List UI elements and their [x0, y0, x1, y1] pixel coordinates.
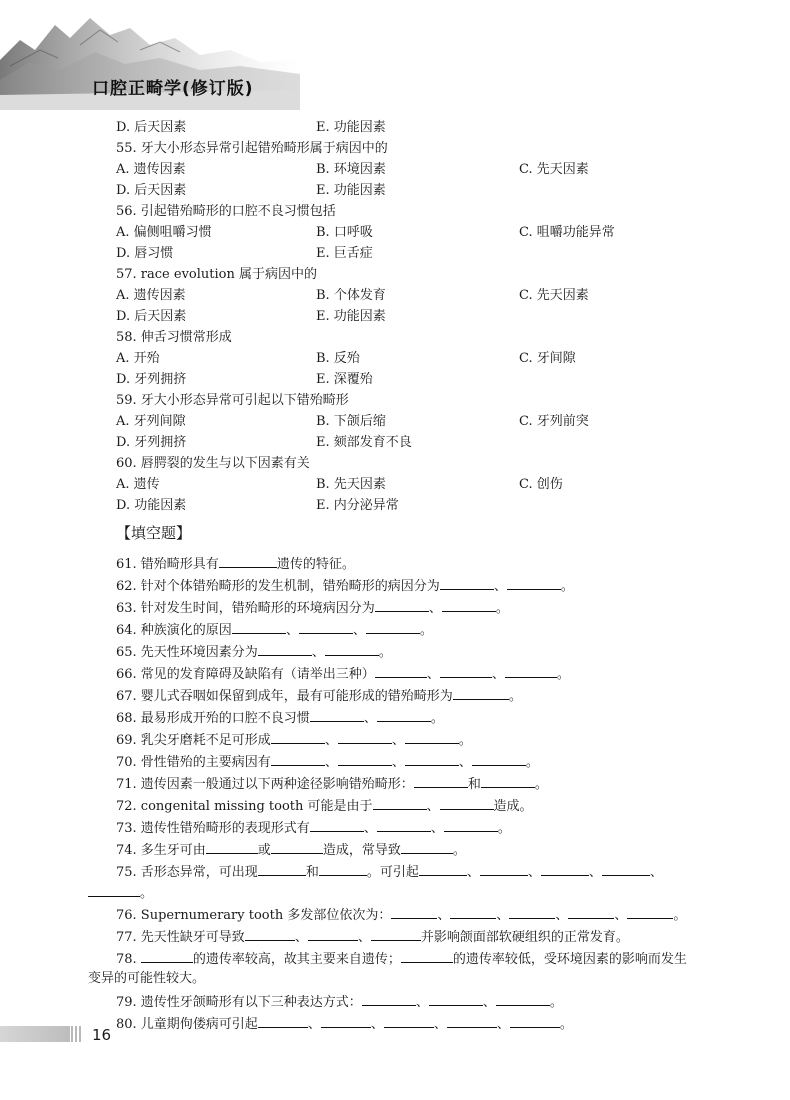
- text-segment: 。: [673, 908, 687, 923]
- text-segment: 。: [378, 645, 392, 660]
- question-stem: 57. race evolution 属于病因中的: [116, 267, 317, 282]
- text-segment: 80. 儿童期佝偻病可引起: [116, 1017, 258, 1032]
- option-c: C. 牙间隙: [519, 351, 576, 366]
- option-d: D. 功能因素: [116, 498, 187, 513]
- text-segment: 。: [559, 1017, 573, 1032]
- text-segment: 、: [588, 865, 602, 880]
- fill-question-77: [116, 928, 629, 946]
- text-segment: 79. 遗传性牙颌畸形有以下三种表达方式：: [116, 995, 362, 1010]
- answer-blank[interactable]: [271, 731, 325, 744]
- option-c: C. 先天因素: [519, 162, 589, 177]
- footer-stripes-icon: [70, 1024, 84, 1044]
- answer-blank[interactable]: [384, 1015, 434, 1028]
- answer-blank[interactable]: [310, 709, 364, 722]
- text-segment: 、: [428, 601, 442, 616]
- answer-blank[interactable]: [373, 797, 427, 810]
- answer-blank[interactable]: [453, 687, 509, 700]
- text-segment: 、: [527, 865, 541, 880]
- text-segment: 67. 婴儿式吞咽如保留到成年，最有可能形成的错殆畸形为: [116, 689, 453, 704]
- answer-blank[interactable]: [440, 577, 494, 590]
- text-segment: 、: [437, 908, 451, 923]
- text-segment: 、: [307, 1017, 321, 1032]
- answer-blank[interactable]: [206, 841, 258, 854]
- text-segment: 72. congenital missing tooth 可能是由于: [116, 799, 373, 814]
- option-b: B. 下颌后缩: [316, 414, 386, 429]
- answer-blank[interactable]: [321, 1015, 371, 1028]
- text-segment: 、: [415, 995, 429, 1010]
- answer-blank[interactable]: [375, 599, 429, 612]
- question-stem: 56. 引起错殆畸形的口腔不良习惯包括: [116, 204, 336, 219]
- section-title: 【填空题】: [116, 524, 192, 542]
- text-segment: 、: [482, 995, 496, 1010]
- text-segment: 、: [649, 865, 663, 880]
- option-a: A. 遗传因素: [116, 288, 186, 303]
- answer-blank[interactable]: [245, 928, 295, 941]
- fill-question-62: [116, 577, 574, 595]
- answer-blank[interactable]: [627, 906, 673, 919]
- fill-question-75: [116, 863, 663, 881]
- option-c: C. 先天因素: [519, 288, 589, 303]
- text-segment: 、: [466, 865, 480, 880]
- answer-blank[interactable]: [568, 906, 614, 919]
- answer-blank[interactable]: [232, 621, 286, 634]
- text-segment: 、: [426, 799, 440, 814]
- text-segment: 77. 先天性缺牙可导致: [116, 930, 245, 945]
- text-segment: 、: [491, 667, 505, 682]
- text-segment: 、: [391, 755, 405, 770]
- option-a: A. 牙列间隙: [116, 414, 186, 429]
- text-segment: 、: [357, 930, 371, 945]
- text-segment: 。: [140, 886, 154, 901]
- fill-question-78-continued: [88, 971, 205, 987]
- option-e: E. 颏部发育不良: [316, 435, 412, 450]
- question-stem: 58. 伸舌习惯常形成: [116, 330, 232, 345]
- answer-blank[interactable]: [338, 753, 392, 766]
- text-segment: 69. 乳尖牙磨耗不足可形成: [116, 733, 271, 748]
- answer-blank[interactable]: [505, 665, 557, 678]
- answer-blank[interactable]: [444, 819, 498, 832]
- text-segment: 、: [311, 645, 325, 660]
- option-b: B. 反殆: [316, 351, 360, 366]
- text-segment: 、: [352, 623, 366, 638]
- text-segment: 、: [430, 821, 444, 836]
- text-segment: 、: [496, 908, 510, 923]
- answer-blank[interactable]: [258, 643, 312, 656]
- answer-blank[interactable]: [338, 731, 392, 744]
- option-e: E. 功能因素: [316, 309, 386, 324]
- option-e: E. 功能因素: [316, 183, 386, 198]
- answer-blank[interactable]: [405, 731, 459, 744]
- answer-blank[interactable]: [258, 863, 306, 876]
- text-segment: 65. 先天性环境因素分为: [116, 645, 258, 660]
- fill-question-71: [116, 775, 548, 793]
- answer-blank[interactable]: [271, 753, 325, 766]
- option-c: C. 创伤: [519, 477, 563, 492]
- text-segment: 并影响颌面部软硬组织的正常发育。: [420, 930, 629, 945]
- answer-blank[interactable]: [509, 906, 555, 919]
- text-segment: 和: [305, 865, 319, 880]
- fill-question-74: [116, 841, 466, 859]
- text-segment: 遗传的特征。: [276, 557, 355, 572]
- text-segment: 、: [493, 579, 507, 594]
- option-d: D. 牙列拥挤: [116, 435, 187, 450]
- fill-question-75-continued: [88, 884, 153, 902]
- answer-blank[interactable]: [472, 753, 526, 766]
- text-segment: 、: [363, 821, 377, 836]
- answer-blank[interactable]: [375, 665, 427, 678]
- text-segment: 变异的可能性较大。: [88, 971, 206, 986]
- text-segment: 。: [508, 689, 522, 704]
- answer-blank[interactable]: [325, 643, 379, 656]
- text-segment: 和: [467, 777, 481, 792]
- answer-blank[interactable]: [319, 863, 367, 876]
- text-segment: 、: [458, 755, 472, 770]
- text-segment: 76. Supernumerary tooth 多发部位依次为：: [116, 908, 392, 923]
- text-segment: 。: [419, 623, 433, 638]
- text-segment: 62. 针对个体错殆畸形的发生机制，错殆畸形的病因分为: [116, 579, 440, 594]
- fill-question-79: [116, 993, 563, 1011]
- option-c: C. 咀嚼功能异常: [519, 225, 615, 240]
- text-segment: 、: [370, 1017, 384, 1032]
- answer-blank[interactable]: [401, 841, 453, 854]
- text-segment: 61. 错殆畸形具有: [116, 557, 219, 572]
- answer-blank[interactable]: [219, 555, 277, 568]
- fill-question-67: [116, 687, 522, 705]
- fill-question-61: [116, 555, 355, 573]
- answer-blank[interactable]: [450, 906, 496, 919]
- text-segment: 、: [496, 1017, 510, 1032]
- text-segment: 、: [324, 733, 338, 748]
- text-segment: 74. 多生牙可由: [116, 843, 206, 858]
- footer-bar: [0, 1026, 70, 1042]
- text-segment: 。: [458, 733, 472, 748]
- text-segment: 的遗传率较低，受环境因素的影响而发生: [452, 952, 687, 967]
- text-segment: 、: [285, 623, 299, 638]
- text-segment: 。: [452, 843, 466, 858]
- text-segment: 造成。: [493, 799, 533, 814]
- answer-blank[interactable]: [366, 621, 420, 634]
- answer-blank[interactable]: [419, 863, 467, 876]
- option-e: E. 巨舌症: [316, 246, 373, 261]
- page-number: 16: [92, 1026, 112, 1044]
- text-segment: 、: [614, 908, 628, 923]
- answer-blank[interactable]: [440, 797, 494, 810]
- answer-blank[interactable]: [602, 863, 650, 876]
- option-a: A. 开殆: [116, 351, 160, 366]
- fill-question-69: [116, 731, 472, 749]
- option-e: E. 深覆殆: [316, 372, 373, 387]
- answer-blank[interactable]: [507, 577, 561, 590]
- answer-blank[interactable]: [377, 819, 431, 832]
- answer-blank[interactable]: [310, 819, 364, 832]
- text-segment: 70. 骨性错殆的主要病因有: [116, 755, 271, 770]
- text-segment: 或: [257, 843, 271, 858]
- text-segment: 、: [426, 667, 440, 682]
- answer-blank[interactable]: [481, 775, 535, 788]
- question-stem: 59. 牙大小形态异常可引起以下错殆畸形: [116, 393, 349, 408]
- option-b: B. 先天因素: [316, 477, 386, 492]
- option-d: D. 牙列拥挤: [116, 372, 187, 387]
- fill-question-64: [116, 621, 433, 639]
- text-segment: 造成，常导致: [322, 843, 401, 858]
- text-segment: 、: [391, 733, 405, 748]
- option-e: E. 内分泌异常: [316, 498, 399, 513]
- text-segment: 64. 种族演化的原因: [116, 623, 232, 638]
- option-a: A. 遗传因素: [116, 162, 186, 177]
- answer-blank[interactable]: [141, 950, 193, 963]
- option-a: A. 偏侧咀嚼习惯: [116, 225, 212, 240]
- text-segment: 71. 遗传因素一般通过以下两种途径影响错殆畸形：: [116, 777, 414, 792]
- option-b: B. 口呼吸: [316, 225, 373, 240]
- text-segment: 、: [294, 930, 308, 945]
- answer-blank[interactable]: [362, 993, 416, 1006]
- option-d: D. 唇习惯: [116, 246, 174, 261]
- answer-blank[interactable]: [391, 906, 437, 919]
- fill-question-80: [116, 1015, 573, 1033]
- text-segment: 66. 常见的发育障碍及缺陷有（请举出三种）: [116, 667, 375, 682]
- text-segment: 。: [430, 711, 444, 726]
- answer-blank[interactable]: [429, 993, 483, 1006]
- fill-question-72: [116, 797, 533, 815]
- option-b: B. 个体发育: [316, 288, 386, 303]
- answer-blank[interactable]: [377, 709, 431, 722]
- text-segment: 、: [433, 1017, 447, 1032]
- fill-question-73: [116, 819, 511, 837]
- answer-blank[interactable]: [496, 993, 550, 1006]
- answer-blank[interactable]: [447, 1015, 497, 1028]
- text-segment: 78.: [116, 952, 141, 967]
- answer-blank[interactable]: [371, 928, 421, 941]
- book-title: 口腔正畸学(修订版): [92, 79, 254, 99]
- option-a: A. 遗传: [116, 477, 160, 492]
- text-segment: 。: [556, 667, 570, 682]
- text-segment: 、: [555, 908, 569, 923]
- answer-blank[interactable]: [88, 884, 140, 897]
- question-stem: 55. 牙大小形态异常引起错殆畸形属于病因中的: [116, 141, 388, 156]
- text-segment: 。: [495, 601, 509, 616]
- option-b: B. 环境因素: [316, 162, 386, 177]
- text-segment: 。可引起: [366, 865, 419, 880]
- fill-question-63: [116, 599, 509, 617]
- text-segment: 63. 针对发生时间，错殆畸形的环境病因分为: [116, 601, 375, 616]
- fill-question-68: [116, 709, 444, 727]
- answer-blank[interactable]: [414, 775, 468, 788]
- answer-blank[interactable]: [541, 863, 589, 876]
- text-segment: 。: [525, 755, 539, 770]
- option-c: C. 牙列前突: [519, 414, 589, 429]
- answer-blank[interactable]: [258, 1015, 308, 1028]
- text-segment: 75. 舌形态异常，可出现: [116, 865, 258, 880]
- text-segment: 。: [534, 777, 548, 792]
- option-d: D. 后天因素: [116, 120, 187, 135]
- text-segment: 。: [560, 579, 574, 594]
- fill-question-70: [116, 753, 539, 771]
- answer-blank[interactable]: [401, 950, 453, 963]
- answer-blank[interactable]: [299, 621, 353, 634]
- option-d: D. 后天因素: [116, 309, 187, 324]
- answer-blank[interactable]: [480, 863, 528, 876]
- answer-blank[interactable]: [510, 1015, 560, 1028]
- text-segment: 73. 遗传性错殆畸形的表现形式有: [116, 821, 310, 836]
- answer-blank[interactable]: [271, 841, 323, 854]
- text-segment: 。: [497, 821, 511, 836]
- text-segment: 的遗传率较高，故其主要来自遗传；: [192, 952, 401, 967]
- answer-blank[interactable]: [440, 665, 492, 678]
- text-segment: 68. 最易形成开殆的口腔不良习惯: [116, 711, 310, 726]
- fill-question-66: [116, 665, 570, 683]
- fill-question-76: [116, 906, 686, 924]
- answer-blank[interactable]: [405, 753, 459, 766]
- text-segment: 、: [324, 755, 338, 770]
- option-d: D. 后天因素: [116, 183, 187, 198]
- text-segment: 、: [363, 711, 377, 726]
- option-e: E. 功能因素: [316, 120, 386, 135]
- answer-blank[interactable]: [308, 928, 358, 941]
- fill-question-78: [116, 950, 687, 968]
- answer-blank[interactable]: [442, 599, 496, 612]
- text-segment: 。: [549, 995, 563, 1010]
- fill-question-65: [116, 643, 392, 661]
- question-stem: 60. 唇腭裂的发生与以下因素有关: [116, 456, 310, 471]
